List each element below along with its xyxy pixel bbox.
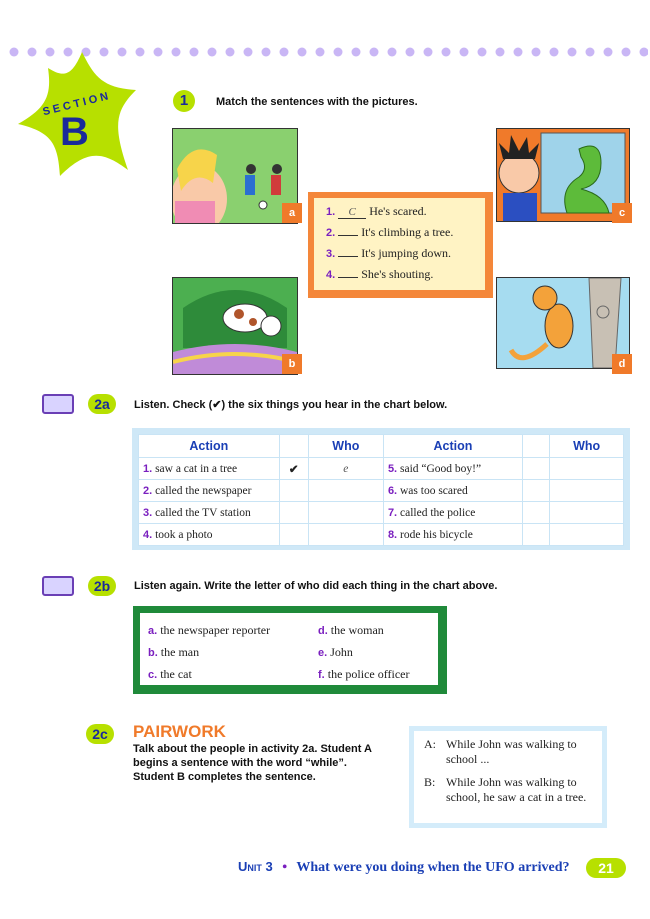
speaker-label: A: — [424, 737, 436, 751]
option-item: a. the newspaper reporter — [148, 623, 271, 637]
activity-2b-instruction: Listen again. Write the letter of who did each thing in the chart above. — [134, 580, 498, 592]
sentences-list — [314, 198, 485, 290]
sentence-item: 1. C He's scared. — [326, 204, 427, 218]
option-item: f. the police officer — [318, 667, 410, 681]
dialog-line: While John was walking to school ... — [446, 737, 577, 766]
option-item: e. John — [318, 645, 353, 659]
answer-blank[interactable] — [338, 256, 358, 257]
check-cell[interactable] — [279, 524, 308, 546]
picture-c — [496, 128, 630, 222]
header-who-1: Who — [308, 435, 383, 458]
picture-d — [496, 277, 630, 369]
footer — [238, 859, 570, 879]
check-cell[interactable]: ✔ — [279, 458, 308, 480]
activity-1-instruction: Match the sentences with the pictures. — [216, 96, 418, 108]
table-row: 1. saw a cat in a tree ✔ e 5. said “Good boy!” — [139, 458, 624, 480]
who-cell[interactable]: e — [308, 458, 383, 480]
activity-2a-badge: 2a — [88, 394, 116, 414]
picture-b — [172, 277, 298, 375]
section-letter: B — [60, 110, 89, 154]
sentence-item: 2. It's climbing a tree. — [326, 225, 454, 239]
pairwork-title: PAIRWORK — [133, 722, 226, 741]
header-action-1: Action — [139, 435, 280, 458]
picture-c-tag: c — [612, 203, 632, 223]
option-item: c. the cat — [148, 667, 192, 681]
check-cell[interactable] — [279, 502, 308, 524]
sentence-item: 4. She's shouting. — [326, 267, 434, 281]
who-cell[interactable] — [550, 458, 624, 480]
dialog-box — [409, 726, 607, 828]
table-row: 2. called the newspaper 6. was too scared — [139, 480, 624, 502]
who-cell[interactable] — [550, 480, 624, 502]
option-item: b. the man — [148, 645, 200, 659]
options-list — [140, 613, 438, 685]
header-who-2: Who — [550, 435, 624, 458]
activity-2c-instruction: Talk about the people in activity 2a. Student A begins a sentence with the word “while”. Student B completes the sentence. — [133, 743, 372, 783]
activity-1-badge: 1 — [173, 90, 195, 112]
cassette-icon — [42, 576, 74, 596]
picture-a — [172, 128, 298, 224]
table-row: 3. called the TV station 7. called the police — [139, 502, 624, 524]
activity-2a-instruction: Listen. Check (✔) the six things you hear in the chart below. — [134, 399, 448, 411]
sentence-item: 3. It's jumping down. — [326, 246, 452, 260]
page-number: 21 — [586, 858, 626, 878]
options-box — [133, 606, 447, 694]
section-star — [12, 48, 142, 183]
option-item: d. the woman — [318, 623, 384, 637]
answer-blank[interactable] — [338, 277, 358, 278]
activity-2b-badge: 2b — [88, 576, 116, 596]
footer-bullet: • — [282, 860, 288, 875]
answer-blank[interactable]: C — [338, 206, 366, 219]
who-cell[interactable] — [308, 480, 383, 502]
table-header-row — [139, 435, 624, 458]
speaker-label: B: — [424, 775, 436, 789]
check-cell[interactable] — [522, 502, 549, 524]
picture-b-tag: b — [282, 354, 302, 374]
who-cell[interactable] — [550, 524, 624, 546]
check-cell[interactable] — [279, 480, 308, 502]
table-row: 4. took a photo 8. rode his bicycle — [139, 524, 624, 546]
who-cell[interactable] — [308, 524, 383, 546]
who-cell[interactable] — [308, 502, 383, 524]
cassette-icon — [42, 394, 74, 414]
check-cell[interactable] — [522, 458, 549, 480]
picture-d-tag: d — [612, 354, 632, 374]
header-action-2: Action — [383, 435, 522, 458]
who-cell[interactable] — [550, 502, 624, 524]
dialog-line: While John was walking to school, he saw a cat in a tree. — [446, 775, 587, 804]
dialog-list — [414, 731, 602, 823]
checklist-table — [138, 434, 624, 546]
sentences-box — [308, 192, 493, 298]
check-cell[interactable] — [522, 524, 549, 546]
checklist-chart — [132, 428, 630, 550]
answer-blank[interactable] — [338, 235, 358, 236]
activity-2c-badge: 2c — [86, 724, 114, 744]
footer-unit: Unit 3 — [238, 859, 273, 874]
section-label: SECTION — [41, 89, 113, 119]
picture-a-tag: a — [282, 203, 302, 223]
footer-title: What were you doing when the UFO arrived? — [296, 860, 570, 875]
check-cell[interactable] — [522, 480, 549, 502]
